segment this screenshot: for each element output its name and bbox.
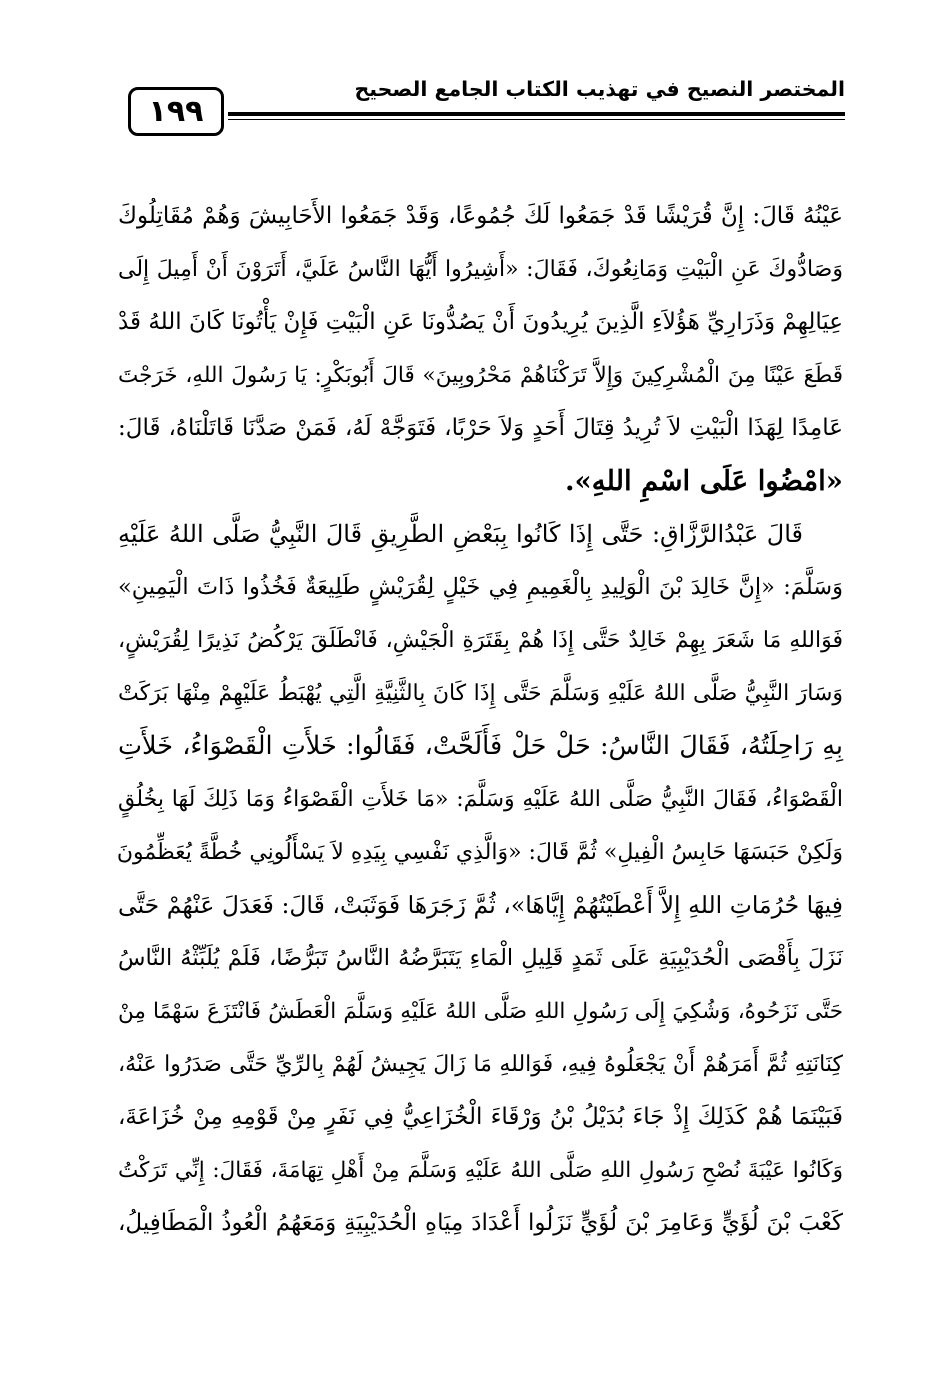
text-line-12: الْقَصْوَاءُ، فَقَالَ النَّبِيُّ صَلَّى اللهُ عَلَيْهِ وَسَلَّمَ: «مَا خَلأَتِ الْقَصْوَاءُ وَمَا ذَلِكَ لَهَا بِخُلُقٍ <box>118 787 843 812</box>
text-line-9: فَوَاللهِ مَا شَعَرَ بِهِمْ خَالِدٌ حَتَّى إِذَا هُمْ بِقَتَرَةِ الْجَيْشِ، فَانْطَلَقَ يَرْكُضُ نَذِيرًا لِقُرَيْشٍ، <box>118 628 843 653</box>
text-line-14: فِيهَا حُرُمَاتِ اللهِ إِلاَّ أَعْطَيْتُهُمْ إِيَّاهَا»، ثُمَّ زَجَرَهَا فَوَثَبَتْ، قَالَ: فَعَدَلَ عَنْهُمْ حَتَّى <box>118 891 843 919</box>
running-head-title: المختصر النصيح في تهذيب الكتاب الجامع الصحيح <box>354 77 845 101</box>
text-line-11: بِهِ رَاحِلَتُهُ، فَقَالَ النَّاسُ: حَلْ حَلْ فَأَلَحَّتْ، فَقَالُوا: خَلأَتِ الْقَصْوَاءُ، خَلأَتِ <box>118 731 843 761</box>
text-line-4: قَطَعَ عَيْنًا مِنَ الْمُشْرِكِينَ وَإِلاَّ تَرَكْنَاهُمْ مَحْرُوبِينَ» قَالَ أَبُوبَكْرٍ: يَا رَسُولَ اللهِ، خَرَجْتَ <box>118 363 843 388</box>
text-line-7: قَالَ عَبْدُالرَّزَّاقِ: حَتَّى إِذَا كَانُوا بِبَعْضِ الطَّرِيقِ قَالَ النَّبِيُّ صَلَّى اللهُ عَلَيْهِ <box>118 520 803 548</box>
text-line-16: حَتَّى نَزَحُوهُ، وَشُكِيَ إِلَى رَسُولِ اللهِ صَلَّى اللهُ عَلَيْهِ وَسَلَّمَ الْعَطَشُ فَانْتَزَعَ سَهْمًا مِنْ <box>118 999 843 1024</box>
text-line-19: وَكَانُوا عَيْبَةَ نُصْحِ رَسُولِ اللهِ صَلَّى اللهُ عَلَيْهِ وَسَلَّمَ مِنْ أَهْلِ تِهَامَةَ، فَقَالَ: إِنِّي تَرَكْتُ <box>118 1158 843 1183</box>
text-line-3: عِيَالِهِمْ وَذَرَارِيِّ هَؤُلاَءِ الَّذِينَ يُرِيدُونَ أَنْ يَصُدُّونَا عَنِ الْبَيْتِ فَإِنْ يَأْتُونَا كَانَ اللهُ قَدْ <box>117 309 843 335</box>
text-line-1: عَيْنُهُ قَالَ: إِنَّ قُرَيْشًا قَدْ جَمَعُوا لَكَ جُمُوعًا، وَقَدْ جَمَعُوا الأَحَابِيشَ وَهُمْ مُقَاتِلُوكَ <box>118 203 843 229</box>
header-rule-thick <box>228 112 845 116</box>
text-line-10: وَسَارَ النَّبِيُّ صَلَّى اللهُ عَلَيْهِ وَسَلَّمَ حَتَّى إِذَا كَانَ بِالثَّنِيَّةِ الَّتِي يُهْبَطُ عَلَيْهِمْ مِنْهَا بَرَكَتْ <box>118 681 843 706</box>
text-line-18: فَبَيْنَمَا هُمْ كَذَلِكَ إِذْ جَاءَ بُدَيْلُ بْنُ وَرْقَاءَ الْخُزَاعِيُّ فِي نَفَرٍ مِنْ قَوْمِهِ مِنْ خُزَاعَةَ، <box>118 1104 843 1130</box>
body-text <box>118 190 843 1250</box>
text-line-17: كِنَانَتِهِ ثُمَّ أَمَرَهُمْ أَنْ يَجْعَلُوهُ فِيهِ، فَوَاللهِ مَا زَالَ يَجِيشُ لَهُمْ بِالرِّيِّ حَتَّى صَدَرُوا عَنْهُ، <box>118 1052 843 1077</box>
text-line-13: وَلَكِنْ حَبَسَهَا حَابِسُ الْفِيلِ» ثُمَّ قَالَ: «وَالَّذِي نَفْسِي بِيَدِهِ لاَ يَسْأَلُونِي خُطَّةً يُعَظِّمُونَ <box>116 840 843 865</box>
text-line-8: وَسَلَّمَ: «إِنَّ خَالِدَ بْنَ الْوَلِيدِ بِالْغَمِيمِ فِي خَيْلٍ لِقُرَيْشٍ طَلِيعَةٌ فَخُذُوا ذَاتَ الْيَمِينِ» <box>118 574 843 600</box>
page-number: ١٩٩ <box>128 87 224 136</box>
header-rule-thin <box>228 119 845 120</box>
text-line-20: كَعْبَ بْنَ لُؤَيٍّ وَعَامِرَ بْنَ لُؤَيٍّ نَزَلُوا أَعْدَادَ مِيَاهِ الْحُدَيْبِيَةِ وَمَعَهُمُ الْعُوذُ الْمَطَافِيلُ، <box>118 1210 843 1236</box>
text-line-6: «امْضُوا عَلَى اسْمِ اللهِ». <box>564 465 843 497</box>
text-line-2: وَصَادُّوكَ عَنِ الْبَيْتِ وَمَانِعُوكَ، فَقَالَ: «أَشِيرُوا أَيُّهَا النَّاسُ عَلَيَّ، أَتَرَوْنَ أَنْ أَمِيلَ إِلَى <box>118 257 843 282</box>
text-line-15: نَزَلَ بِأَقْصَى الْحُدَيْبِيَةِ عَلَى ثَمَدٍ قَلِيلِ الْمَاءِ يَتَبَرَّضُهُ النَّاسُ تَبَرُّضًا، فَلَمْ يُلَبِّثْهُ النَّاسُ <box>118 945 843 971</box>
text-line-5: عَامِدًا لِهَذَا الْبَيْتِ لاَ تُرِيدُ قِتَالَ أَحَدٍ وَلاَ حَرْبًا، فَتَوَجَّهْ لَهُ، فَمَنْ صَدَّنَا قَاتَلْنَاهُ، قَالَ: <box>118 415 843 441</box>
